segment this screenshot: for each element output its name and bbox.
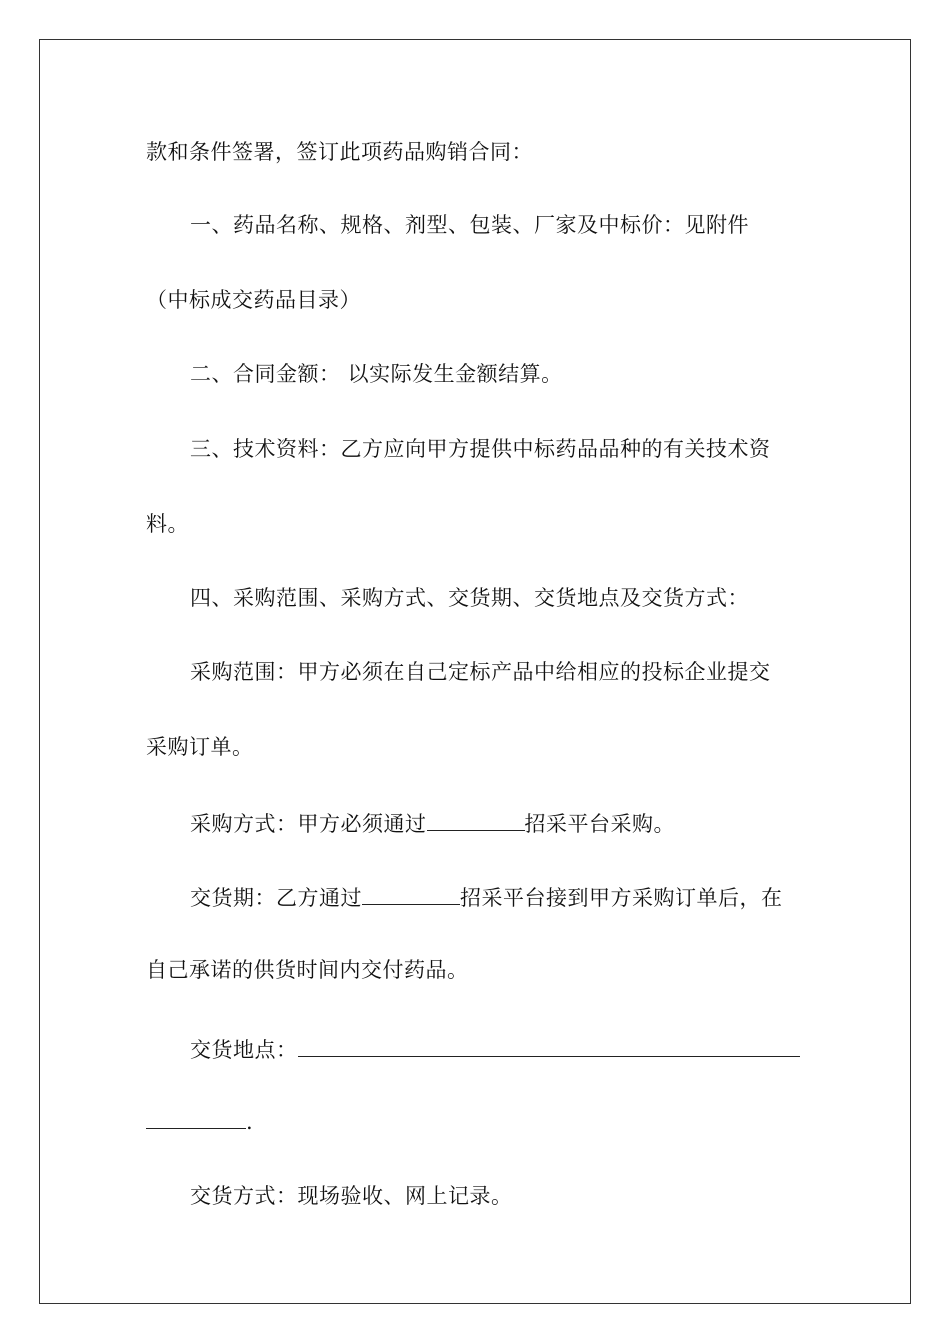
clause-4-heading: 四、采购范围、采购方式、交货期、交货地点及交货方式： [190,586,749,610]
delivery-location-label: 交货地点： [190,1038,298,1062]
delivery-period-continuation: 自己承诺的供货时间内交付药品。 [146,958,469,982]
delivery-period-line [190,884,783,910]
delivery-location-line [190,1036,800,1062]
platform-blank-field [362,884,460,905]
clause-3-heading: 三、技术资料：乙方应向甲方提供中标药品品种的有关技术资 [190,437,771,461]
delivery-location-blank-continued [146,1108,246,1129]
period-mark: . [246,1110,254,1134]
purchase-method-label: 采购方式：甲方必须通过 [190,812,427,836]
delivery-location-continuation [146,1108,253,1134]
purchase-scope-continuation: 采购订单。 [146,735,254,759]
clause-1-heading: 一、药品名称、规格、剂型、包装、厂家及中标价：见附件 [190,213,749,237]
delivery-location-blank [298,1036,800,1057]
paragraph-line: 款和条件签署，签订此项药品购销合同： [146,140,533,164]
delivery-period-tail: 招采平台接到甲方采购订单后，在 [460,886,783,910]
platform-blank-field [427,810,525,831]
purchase-method-tail: 招采平台采购。 [524,812,675,836]
delivery-period-label: 交货期：乙方通过 [190,886,362,910]
purchase-method-line [190,810,675,836]
purchase-scope-line: 采购范围：甲方必须在自己定标产品中给相应的投标企业提交 [190,660,771,684]
clause-1-continuation: （中标成交药品目录） [146,288,361,312]
clause-3-continuation: 料。 [146,512,189,536]
clause-2-heading: 二、合同金额： 以实际发生金额结算。 [190,362,563,386]
delivery-method-line: 交货方式：现场验收、网上记录。 [190,1184,513,1208]
